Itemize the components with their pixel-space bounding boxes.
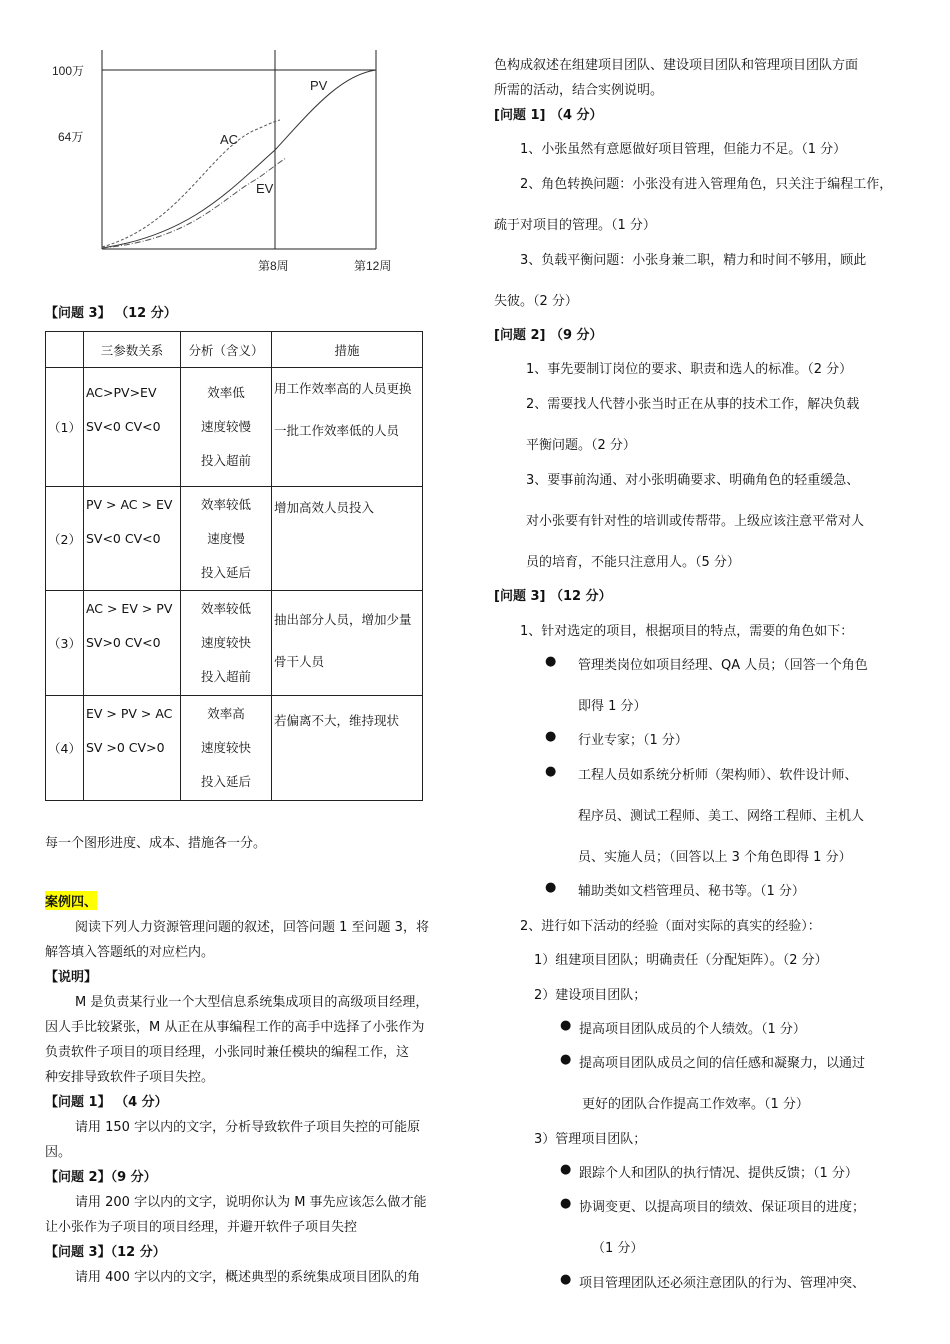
answer2-item: 对小张要有针对性的培训或传帮带。上级应该注意平常对人 xyxy=(526,514,865,529)
table-header-row xyxy=(46,332,423,368)
s-curve-chart xyxy=(40,40,420,280)
row-relation: EV > PV > AC SV >0 CV>0 xyxy=(83,696,180,801)
activity-subitem: 更好的团队合作提高工作效率。（1 分） xyxy=(582,1097,809,1112)
row-relation: PV > AC > EV SV<0 CV<0 xyxy=(83,487,180,591)
role-item: 即得 1 分） xyxy=(578,699,647,714)
bullet-icon: ● xyxy=(545,729,557,744)
description-line: 因人手比较紧张，M 从正在从事编程工作的高手中选择了小张作为 xyxy=(45,1020,425,1035)
answer2-item: 1、事先要制订岗位的要求、职责和选人的标准。（2 分） xyxy=(526,362,853,377)
intro-line: 阅读下列人力资源管理问题的叙述，回答问题 1 至问题 3，将 xyxy=(75,920,429,935)
description-line: 种安排导致软件子项目失控。 xyxy=(45,1070,215,1085)
role-item: 行业专家；（1 分） xyxy=(578,733,688,748)
question1-text: 请用 150 字以内的文字，分析导致软件子项目失控的可能原 xyxy=(75,1120,421,1135)
bullet-icon: ● xyxy=(560,1272,572,1287)
activity-subitem: 协调变更、以提高项目的绩效、保证项目的进度； xyxy=(579,1200,866,1215)
table-header-relation: 三参数关系 xyxy=(83,332,180,368)
bullet-icon: ● xyxy=(545,880,557,895)
table-header-analysis: 分析（含义） xyxy=(180,332,271,368)
answer2-heading: [问题 2] （9 分） xyxy=(494,328,603,343)
activity-subitem: 提高项目团队成员的个人绩效。（1 分） xyxy=(579,1022,806,1037)
role-item: 员、实施人员；（回答以上 3 个角色即得 1 分） xyxy=(578,850,852,865)
role-item: 程序员、测试工程师、美工、网络工程师、主机人 xyxy=(578,809,865,824)
row-index: （2） xyxy=(46,487,84,591)
x-label-week12: 第12周 xyxy=(354,259,392,273)
ac-label: AC xyxy=(220,132,239,147)
question3b-text: 请用 400 字以内的文字，概述典型的系统集成项目团队的角 xyxy=(75,1270,421,1285)
answer2-item: 平衡问题。（2 分） xyxy=(526,438,636,453)
row-relation: AC > EV > PV SV>0 CV<0 xyxy=(83,591,180,696)
row-analysis: 效率较低 速度慢 投入延后 xyxy=(180,487,271,591)
bullet-icon: ● xyxy=(560,1196,572,1211)
activity-item: 1）组建项目团队；明确责任（分配矩阵）。（2 分） xyxy=(534,953,828,968)
question2-text: 请用 200 字以内的文字，说明你认为 M 事先应该怎么做才能 xyxy=(75,1195,427,1210)
answer3-heading: [问题 3] （12 分） xyxy=(494,589,612,604)
activity-item: 3）管理项目团队； xyxy=(534,1132,647,1147)
row-measure: 增加高效人员投入 xyxy=(271,487,422,591)
activity-subitem: 跟踪个人和团队的执行情况、提供反馈；（1 分） xyxy=(579,1166,858,1181)
question2-heading: 【问题 2】（9 分） xyxy=(45,1170,157,1185)
answer1-item: 失彼。（2 分） xyxy=(494,294,578,309)
table-row xyxy=(46,368,423,487)
question3-heading: 【问题 3】 （12 分） xyxy=(45,306,177,321)
answer2-item: 2、需要找人代替小张当时正在从事的技术工作，解决负载 xyxy=(526,397,860,412)
ev-curve xyxy=(102,158,286,248)
pv-curve xyxy=(102,70,376,248)
question2-text: 让小张作为子项目的项目经理，并避开软件子项目失控 xyxy=(45,1220,358,1235)
activity-subitem: 项目管理团队还必须注意团队的行为、管理冲突、 xyxy=(579,1276,866,1291)
bullet-icon: ● xyxy=(545,654,557,669)
question1-heading: 【问题 1】 （4 分） xyxy=(45,1095,168,1110)
ac-curve xyxy=(102,120,280,247)
row-measure: 抽出部分人员，增加少量骨干人员 xyxy=(271,591,422,696)
intro-line: 解答填入答题纸的对应栏内。 xyxy=(45,945,215,960)
row-index: （1） xyxy=(46,368,84,487)
table-row xyxy=(46,591,423,696)
answer3-item: 2、进行如下活动的经验（面对实际的真实的经验）： xyxy=(520,919,821,934)
answer3-item: 1、针对选定的项目，根据项目的特点，需要的角色如下： xyxy=(520,624,854,639)
x-label-week8: 第8周 xyxy=(258,259,289,273)
answer2-item: 3、要事前沟通、对小张明确要求、明确角色的轻重缓急、 xyxy=(526,473,860,488)
answer2-item: 员的培育，不能只注意用人。（5 分） xyxy=(526,555,740,570)
role-item: 工程人员如系统分析师（架构师）、软件设计师、 xyxy=(578,768,858,783)
parameters-table xyxy=(45,331,423,801)
bullet-icon: ● xyxy=(560,1162,572,1177)
row-analysis: 效率较低 速度较快 投入超前 xyxy=(180,591,271,696)
answer1-item: 3、负载平衡问题：小张身兼二职，精力和时间不够用，顾此 xyxy=(520,253,867,268)
table-row xyxy=(46,487,423,591)
right-text-line: 所需的活动，结合实例说明。 xyxy=(494,83,664,98)
row-relation: AC>PV>EV SV<0 CV<0 xyxy=(83,368,180,487)
role-item: 管理类岗位如项目经理、QA 人员；（回答一个角色 xyxy=(578,658,868,673)
row-analysis: 效率低 速度较慢 投入超前 xyxy=(180,368,271,487)
table-header-measure: 措施 xyxy=(271,332,422,368)
right-text-line: 色构成叙述在组建项目团队、建设项目团队和管理项目团队方面 xyxy=(494,58,859,73)
activity-subitem: 提高项目团队成员之间的信任感和凝聚力，以通过 xyxy=(579,1056,866,1071)
y-label-64: 64万 xyxy=(58,130,84,144)
answer1-item: 2、角色转换问题：小张没有进入管理角色，只关注于编程工作， xyxy=(520,177,893,192)
pv-label: PV xyxy=(310,78,328,93)
row-measure: 若偏离不大，维持现状 xyxy=(271,696,422,801)
question3b-heading: 【问题 3】（12 分） xyxy=(45,1245,166,1260)
case-title: 案例四、 xyxy=(45,891,97,910)
table-row xyxy=(46,696,423,801)
activity-subitem: （1 分） xyxy=(592,1241,644,1256)
answer1-item: 1、小张虽然有意愿做好项目管理，但能力不足。（1 分） xyxy=(520,142,847,157)
question1-text: 因。 xyxy=(45,1145,72,1160)
bullet-icon: ● xyxy=(545,764,557,779)
row-index: （4） xyxy=(46,696,84,801)
row-measure: 用工作效率高的人员更换一批工作效率低的人员 xyxy=(271,368,422,487)
description-line: M 是负责某行业一个大型信息系统集成项目的高级项目经理， xyxy=(75,995,429,1010)
answer1-item: 疏于对项目的管理。（1 分） xyxy=(494,218,656,233)
activity-item: 2）建设项目团队； xyxy=(534,988,647,1003)
y-label-100: 100万 xyxy=(52,64,85,78)
description-line: 负责软件子项目的项目经理，小张同时兼任模块的编程工作，这 xyxy=(45,1045,410,1060)
row-index: （3） xyxy=(46,591,84,696)
row-analysis: 效率高 速度较快 投入延后 xyxy=(180,696,271,801)
bullet-icon: ● xyxy=(560,1018,572,1033)
scoring-note: 每一个图形进度、成本、措施各一分。 xyxy=(45,836,267,851)
table-header-index xyxy=(46,332,84,368)
bullet-icon: ● xyxy=(560,1052,572,1067)
description-heading: 【说明】 xyxy=(45,970,98,985)
role-item: 辅助类如文档管理员、秘书等。（1 分） xyxy=(578,884,805,899)
ev-label: EV xyxy=(256,181,274,196)
answer1-heading: [问题 1] （4 分） xyxy=(494,108,603,123)
